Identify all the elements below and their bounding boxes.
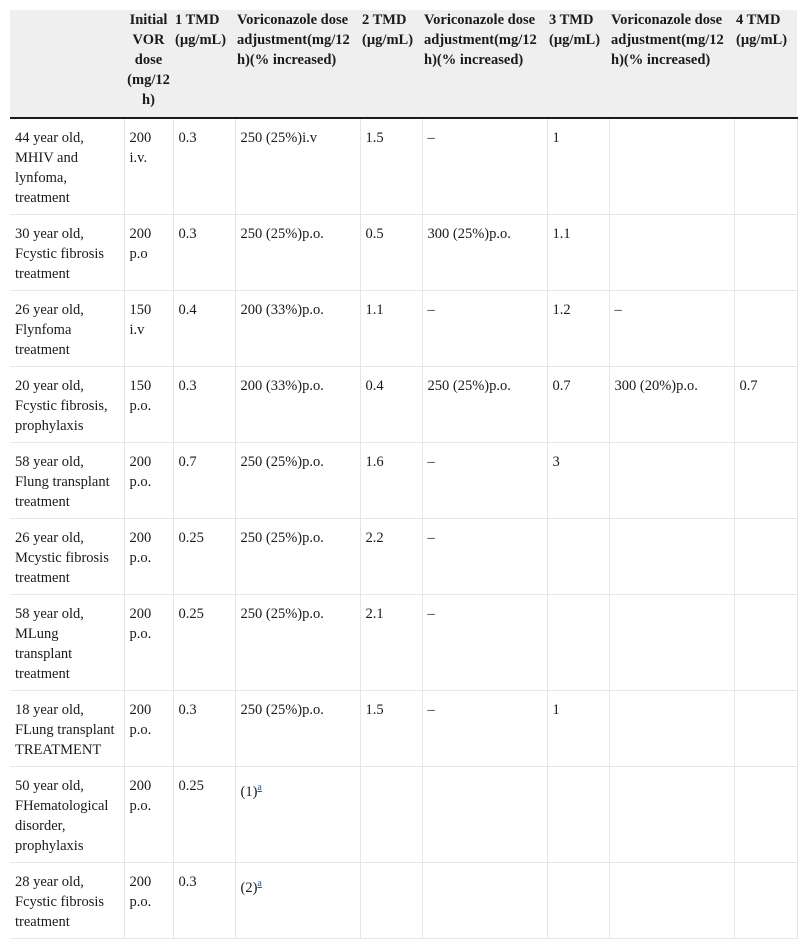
table-row xyxy=(10,863,797,939)
table-row xyxy=(10,691,797,767)
cell-text: 0.4 xyxy=(178,302,197,318)
cell-text: 26 year old, Mcystic fibrosis treatment xyxy=(15,530,109,586)
cell-text: 1.1 xyxy=(552,226,571,242)
dose-adjustment-2-cell xyxy=(422,443,547,519)
cell-text: 200 (33%)p.o. xyxy=(240,378,324,394)
dose-adjustment-2-cell xyxy=(422,519,547,595)
tmd-2-cell xyxy=(360,595,422,691)
tmd-4-cell xyxy=(734,367,797,443)
cell-text: 0.25 xyxy=(178,530,204,546)
cell-text: 20 year old, Fcystic fibrosis, prophylaxis xyxy=(15,378,108,434)
cell-text: 200 p.o. xyxy=(129,606,152,642)
cell-text: 1.2 xyxy=(552,302,571,318)
dose-adjustment-3-cell xyxy=(609,691,734,767)
footnote-link[interactable]: a xyxy=(257,878,262,889)
tmd-3-cell xyxy=(547,118,609,215)
cell-text: 0.4 xyxy=(365,378,384,394)
cell-text: 250 (25%)p.o. xyxy=(240,530,324,546)
table-row xyxy=(10,443,797,519)
patient-cell xyxy=(10,215,124,291)
voriconazole-dosing-table xyxy=(10,10,798,939)
cell-text: 58 year old, Flung transplant treatment xyxy=(15,454,110,510)
table-row xyxy=(10,367,797,443)
cell-text: – xyxy=(427,302,435,318)
tmd-1-cell xyxy=(173,118,235,215)
cell-text: 200 p.o. xyxy=(129,702,152,738)
dose-adjustment-3-cell xyxy=(609,595,734,691)
table-body xyxy=(10,118,797,939)
dose-adjustment-2-cell xyxy=(422,863,547,939)
cell-text: – xyxy=(427,702,435,718)
header-dose-adjustment-1: Voriconazole dose adjustment(mg/12 h)(% increased) xyxy=(235,10,360,118)
header-dose-adjustment-3: Voriconazole dose adjustment(mg/12 h)(% increased) xyxy=(609,10,734,118)
table-row xyxy=(10,595,797,691)
cell-text: 250 (25%)i.v xyxy=(240,130,318,146)
tmd-2-cell xyxy=(360,443,422,519)
cell-text: 200 p.o. xyxy=(129,874,152,910)
cell-text: 300 (20%)p.o. xyxy=(614,378,698,394)
initial-dose-cell xyxy=(124,691,173,767)
tmd-3-cell xyxy=(547,519,609,595)
tmd-4-cell xyxy=(734,863,797,939)
cell-text: 0.7 xyxy=(739,378,758,394)
table-row xyxy=(10,767,797,863)
patient-cell xyxy=(10,691,124,767)
footnote-marker xyxy=(257,779,261,793)
tmd-2-cell xyxy=(360,291,422,367)
dose-adjustment-1-cell xyxy=(235,215,360,291)
header-tmd-1: 1 TMD (µg/mL) xyxy=(173,10,235,118)
cell-text: 0.3 xyxy=(178,130,197,146)
tmd-1-cell xyxy=(173,595,235,691)
patient-cell xyxy=(10,291,124,367)
cell-text: 200 (33%)p.o. xyxy=(240,302,324,318)
cell-text: 200 i.v. xyxy=(129,130,152,166)
dose-adjustment-1-cell xyxy=(235,519,360,595)
table-row xyxy=(10,291,797,367)
cell-text: 0.25 xyxy=(178,606,204,622)
table-header-row xyxy=(10,10,797,118)
cell-text: 150 i.v xyxy=(129,302,152,338)
dose-adjustment-1-cell xyxy=(235,595,360,691)
dose-adjustment-1-cell xyxy=(235,863,360,939)
tmd-2-cell xyxy=(360,519,422,595)
tmd-3-cell xyxy=(547,691,609,767)
dose-adjustment-3-cell xyxy=(609,118,734,215)
tmd-4-cell xyxy=(734,767,797,863)
cell-text: 3 xyxy=(552,454,560,470)
dose-adjustment-1-cell xyxy=(235,691,360,767)
table-row xyxy=(10,519,797,595)
patient-cell xyxy=(10,595,124,691)
cell-text: (2) xyxy=(240,879,258,896)
patient-cell xyxy=(10,767,124,863)
tmd-4-cell xyxy=(734,215,797,291)
cell-text: 26 year old, Flynfoma treatment xyxy=(15,302,84,358)
cell-text: 0.25 xyxy=(178,778,204,794)
dose-adjustment-2-cell xyxy=(422,291,547,367)
table-row xyxy=(10,118,797,215)
cell-text: 250 (25%)p.o. xyxy=(240,606,324,622)
dose-adjustment-3-cell xyxy=(609,767,734,863)
footnote-link[interactable]: a xyxy=(257,782,262,793)
tmd-2-cell xyxy=(360,118,422,215)
cell-text: 250 (25%)p.o. xyxy=(240,226,324,242)
tmd-1-cell xyxy=(173,691,235,767)
footnote-marker xyxy=(257,875,261,889)
tmd-3-cell xyxy=(547,767,609,863)
tmd-3-cell xyxy=(547,367,609,443)
initial-dose-cell xyxy=(124,863,173,939)
initial-dose-cell xyxy=(124,519,173,595)
cell-text: 1.5 xyxy=(365,702,384,718)
tmd-4-cell xyxy=(734,691,797,767)
cell-text: – xyxy=(427,454,435,470)
initial-dose-cell xyxy=(124,367,173,443)
patient-cell xyxy=(10,443,124,519)
cell-text: 1.6 xyxy=(365,454,384,470)
dose-adjustment-3-cell xyxy=(609,863,734,939)
cell-text: 2.2 xyxy=(365,530,384,546)
header-cell xyxy=(10,10,124,118)
tmd-4-cell xyxy=(734,291,797,367)
tmd-3-cell xyxy=(547,291,609,367)
header-tmd-3: 3 TMD (µg/mL) xyxy=(547,10,609,118)
tmd-3-cell xyxy=(547,595,609,691)
dose-adjustment-2-cell xyxy=(422,215,547,291)
dose-adjustment-3-cell xyxy=(609,519,734,595)
cell-text: 30 year old, Fcystic fibrosis treatment xyxy=(15,226,105,282)
cell-text: 300 (25%)p.o. xyxy=(427,226,511,242)
header-tmd-4: 4 TMD (µg/mL) xyxy=(734,10,797,118)
cell-text: – xyxy=(614,302,622,318)
dose-adjustment-2-cell xyxy=(422,118,547,215)
patient-cell xyxy=(10,367,124,443)
dose-adjustment-1-cell xyxy=(235,767,360,863)
cell-text: 150 p.o. xyxy=(129,378,152,414)
cell-text: 0.3 xyxy=(178,874,197,890)
table-row xyxy=(10,215,797,291)
tmd-1-cell xyxy=(173,215,235,291)
cell-text: 18 year old, FLung transplant TREATMENT xyxy=(15,702,115,758)
cell-text: 0.5 xyxy=(365,226,384,242)
cell-text: 0.7 xyxy=(178,454,197,470)
cell-text: 0.3 xyxy=(178,378,197,394)
tmd-2-cell xyxy=(360,863,422,939)
dose-adjustment-2-cell xyxy=(422,691,547,767)
cell-text: – xyxy=(427,606,435,622)
initial-dose-cell xyxy=(124,595,173,691)
tmd-2-cell xyxy=(360,367,422,443)
cell-text: 44 year old, MHIV and lynfoma, treatment xyxy=(15,130,84,206)
tmd-3-cell xyxy=(547,863,609,939)
tmd-1-cell xyxy=(173,519,235,595)
tmd-4-cell xyxy=(734,118,797,215)
initial-dose-cell xyxy=(124,118,173,215)
cell-text: 28 year old, Fcystic fibrosis treatment xyxy=(15,874,105,930)
cell-text: 1 xyxy=(552,702,560,718)
dose-adjustment-3-cell xyxy=(609,215,734,291)
tmd-4-cell xyxy=(734,519,797,595)
cell-text: 250 (25%)p.o. xyxy=(240,702,324,718)
cell-text: 1.5 xyxy=(365,130,384,146)
patient-cell xyxy=(10,519,124,595)
cell-text: (1) xyxy=(240,783,258,800)
cell-text: 1 xyxy=(552,130,560,146)
cell-text: 250 (25%)p.o. xyxy=(427,378,511,394)
patient-cell xyxy=(10,118,124,215)
dose-adjustment-3-cell xyxy=(609,443,734,519)
initial-dose-cell xyxy=(124,767,173,863)
dose-adjustment-3-cell xyxy=(609,367,734,443)
tmd-3-cell xyxy=(547,215,609,291)
cell-text: 250 (25%)p.o. xyxy=(240,454,324,470)
tmd-1-cell xyxy=(173,443,235,519)
cell-text: 200 p.o. xyxy=(129,530,152,566)
dose-adjustment-1-cell xyxy=(235,443,360,519)
cell-text: 50 year old, FHematological disorder, prophylaxis xyxy=(15,778,109,854)
cell-text: 2.1 xyxy=(365,606,384,622)
cell-text: 0.3 xyxy=(178,226,197,242)
cell-text: – xyxy=(427,130,435,146)
cell-text: 0.3 xyxy=(178,702,197,718)
initial-dose-cell xyxy=(124,291,173,367)
dose-adjustment-2-cell xyxy=(422,367,547,443)
initial-dose-cell xyxy=(124,215,173,291)
cell-text: 200 p.o. xyxy=(129,778,152,814)
tmd-2-cell xyxy=(360,767,422,863)
tmd-1-cell xyxy=(173,863,235,939)
cell-text: – xyxy=(427,530,435,546)
tmd-4-cell xyxy=(734,595,797,691)
cell-text: 1.1 xyxy=(365,302,384,318)
cell-text: 0.7 xyxy=(552,378,571,394)
dose-adjustment-1-cell xyxy=(235,118,360,215)
cell-text: 200 p.o. xyxy=(129,454,152,490)
tmd-3-cell xyxy=(547,443,609,519)
tmd-4-cell xyxy=(734,443,797,519)
tmd-1-cell xyxy=(173,367,235,443)
tmd-1-cell xyxy=(173,291,235,367)
patient-cell xyxy=(10,863,124,939)
cell-text: 200 p.o xyxy=(129,226,152,262)
header-initial-dose: Initial VOR dose (mg/12 h) xyxy=(124,10,173,118)
tmd-1-cell xyxy=(173,767,235,863)
tmd-2-cell xyxy=(360,215,422,291)
dose-adjustment-1-cell xyxy=(235,291,360,367)
cell-text: 58 year old, MLung transplant treatment xyxy=(15,606,84,682)
dose-adjustment-2-cell xyxy=(422,767,547,863)
dose-adjustment-3-cell xyxy=(609,291,734,367)
dose-adjustment-2-cell xyxy=(422,595,547,691)
header-tmd-2: 2 TMD (µg/mL) xyxy=(360,10,422,118)
header-dose-adjustment-2: Voriconazole dose adjustment(mg/12 h)(% increased) xyxy=(422,10,547,118)
initial-dose-cell xyxy=(124,443,173,519)
dose-adjustment-1-cell xyxy=(235,367,360,443)
tmd-2-cell xyxy=(360,691,422,767)
